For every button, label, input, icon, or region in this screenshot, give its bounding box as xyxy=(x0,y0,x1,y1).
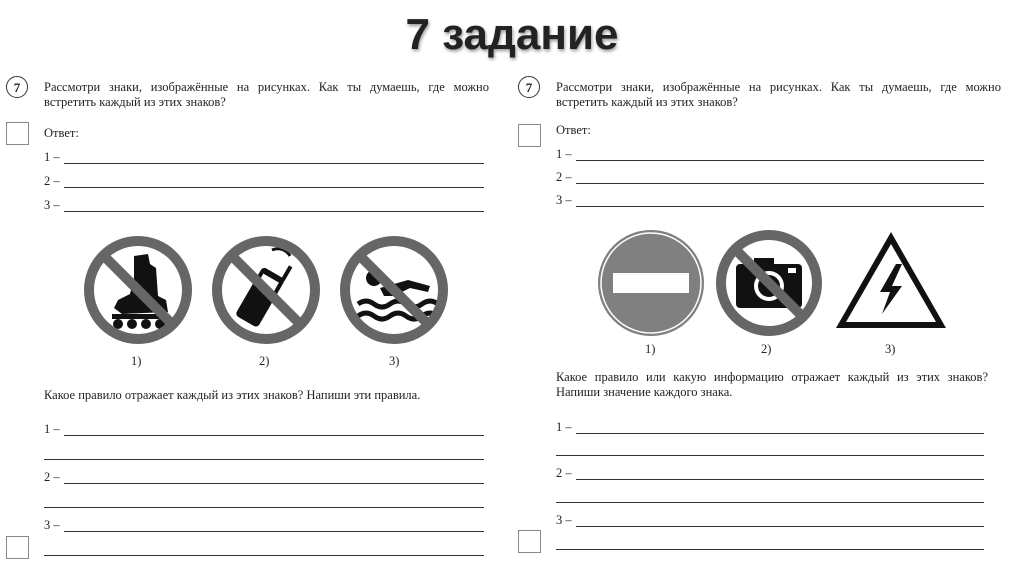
answer-line[interactable] xyxy=(64,211,484,212)
rule-line[interactable] xyxy=(576,479,984,480)
rule-line[interactable] xyxy=(44,459,484,460)
answer-line[interactable] xyxy=(64,187,484,188)
answer-line[interactable] xyxy=(64,163,484,164)
task-number-badge: 7 xyxy=(518,76,540,98)
sign-caption: 2) xyxy=(761,342,772,356)
rule-line-label: 1 – xyxy=(44,422,60,436)
sign-caption: 1) xyxy=(131,354,142,368)
answer-line[interactable] xyxy=(576,160,984,161)
task-number-badge: 7 xyxy=(6,76,28,98)
rule-line-label: 2 – xyxy=(556,466,572,480)
score-box[interactable] xyxy=(518,124,541,147)
sign-caption: 3) xyxy=(389,354,400,368)
answer-line-label: 3 – xyxy=(556,193,572,207)
rule-line[interactable] xyxy=(64,483,484,484)
score-box[interactable] xyxy=(6,122,29,145)
no-mobile-phones-sign-icon xyxy=(210,234,322,346)
sign-caption: 3) xyxy=(885,342,896,356)
question-text: Рассмотри знаки, изображённые на рисунках. Как ты думаешь, где можно встретить каждый из этих знаков? xyxy=(556,80,1001,109)
rule-line[interactable] xyxy=(64,435,484,436)
rule-line[interactable] xyxy=(576,433,984,434)
score-box[interactable] xyxy=(518,530,541,553)
rule-line[interactable] xyxy=(44,555,484,556)
task-panel-left xyxy=(0,68,512,574)
question-2-text: Какое правило или какую информацию отражает каждый из этих знаков? Напиши значение каждого знака. xyxy=(556,370,988,399)
sign-caption: 1) xyxy=(645,342,656,356)
rule-line[interactable] xyxy=(556,455,984,456)
no-rollerblades-sign-icon xyxy=(82,234,194,346)
no-entry-sign-icon xyxy=(596,228,706,338)
no-photography-sign-icon xyxy=(714,228,824,338)
rule-line-label: 3 – xyxy=(556,513,572,527)
answer-line-label: 2 – xyxy=(556,170,572,184)
rule-line-label: 2 – xyxy=(44,470,60,484)
rule-line-label: 1 – xyxy=(556,420,572,434)
question-text: Рассмотри знаки, изображённые на рисунках. Как ты думаешь, где можно встретить каждый из этих знаков? xyxy=(44,80,489,109)
answer-label: Ответ: xyxy=(556,123,591,137)
task-panel-right xyxy=(512,68,1024,574)
answer-line-label: 3 – xyxy=(44,198,60,212)
rule-line[interactable] xyxy=(64,531,484,532)
sign-caption: 2) xyxy=(259,354,270,368)
high-voltage-warning-sign-icon xyxy=(832,228,950,334)
rule-line[interactable] xyxy=(556,549,984,550)
rule-line[interactable] xyxy=(44,507,484,508)
rule-line[interactable] xyxy=(576,526,984,527)
answer-line-label: 1 – xyxy=(556,147,572,161)
rule-line-label: 3 – xyxy=(44,518,60,532)
answer-label: Ответ: xyxy=(44,126,79,140)
answer-line[interactable] xyxy=(576,206,984,207)
answer-line-label: 2 – xyxy=(44,174,60,188)
score-box[interactable] xyxy=(6,536,29,559)
answer-line[interactable] xyxy=(576,183,984,184)
no-swimming-sign-icon xyxy=(338,234,450,346)
rule-line[interactable] xyxy=(556,502,984,503)
question-2-text: Какое правило отражает каждый из этих знаков? Напиши эти правила. xyxy=(44,388,421,402)
answer-line-label: 1 – xyxy=(44,150,60,164)
page-title: 7 задание xyxy=(405,10,619,59)
